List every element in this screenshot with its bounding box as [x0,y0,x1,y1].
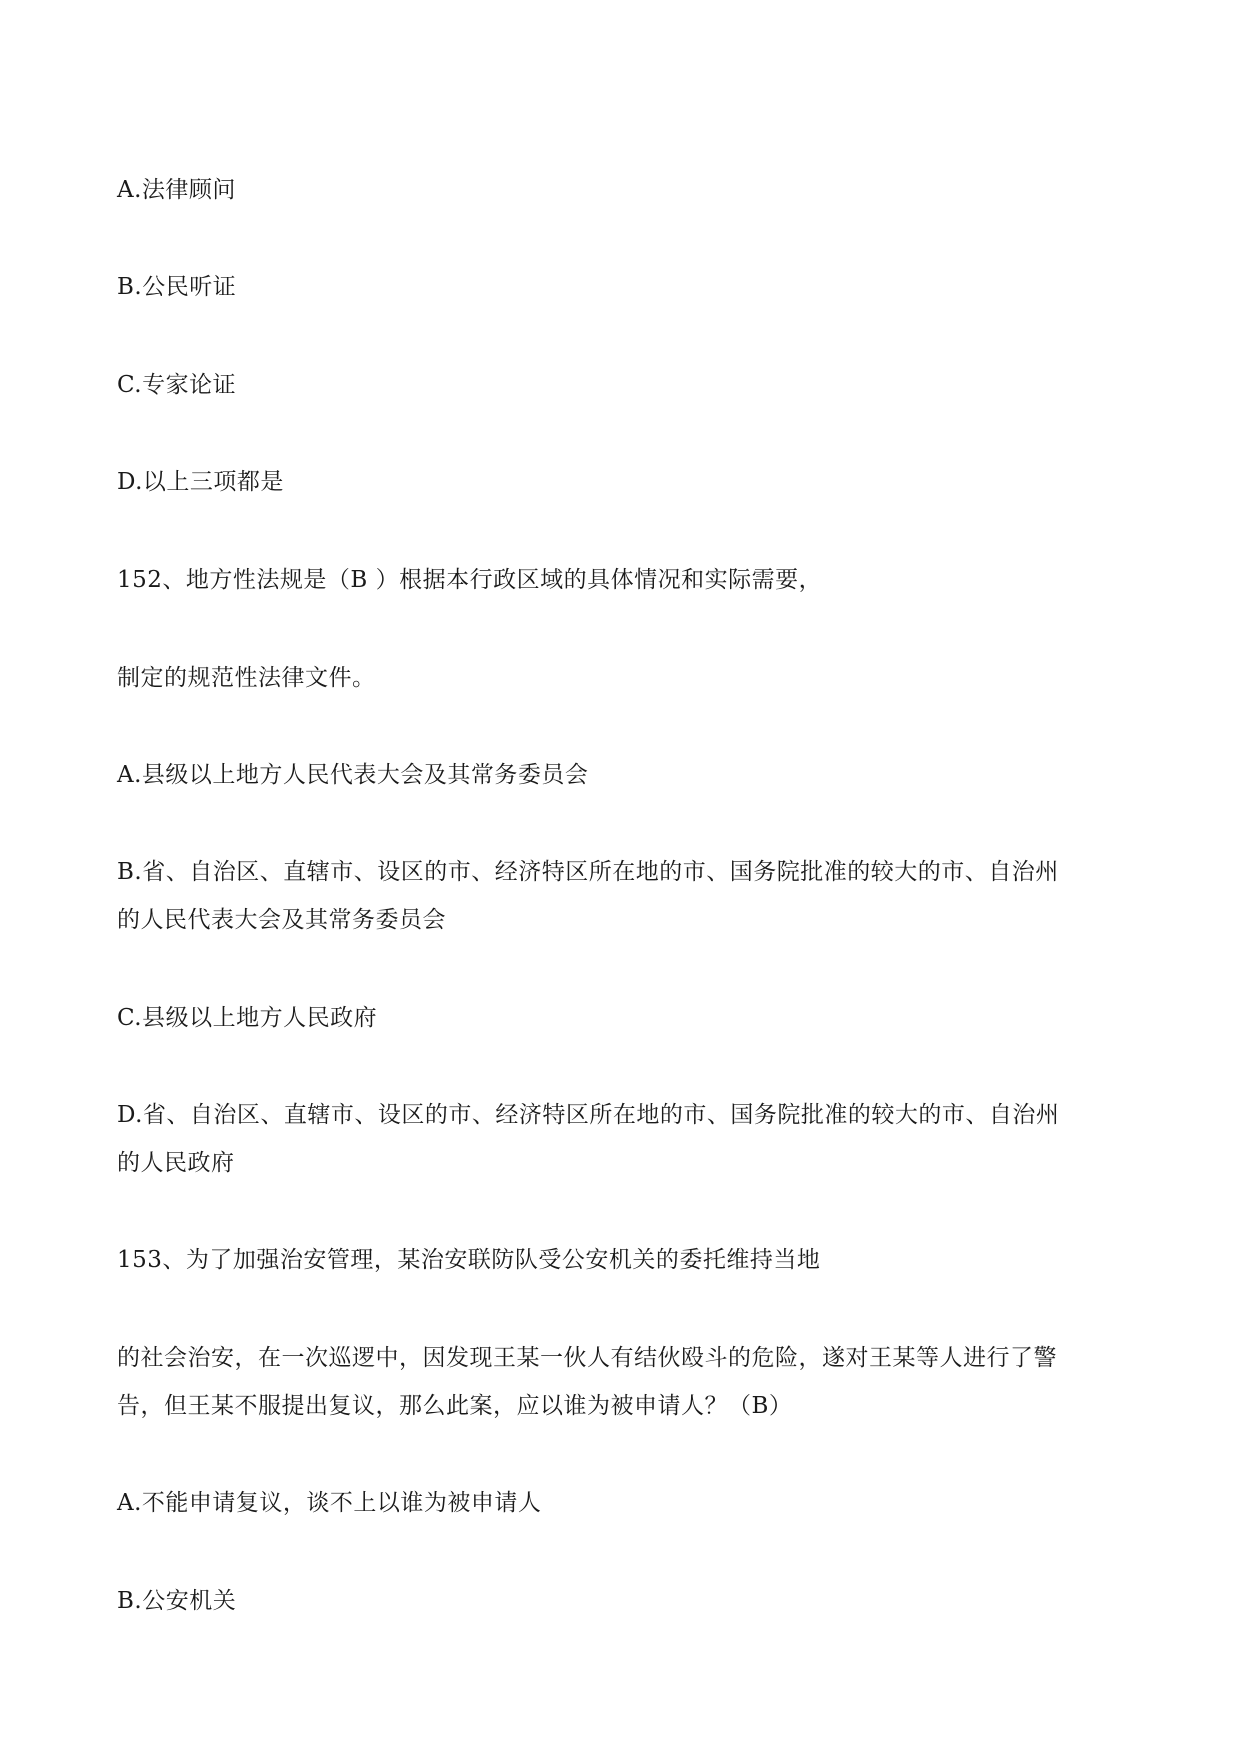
q153-option-b: B.公安机关 [117,1588,237,1614]
q152-option-b-line2: 的人民代表大会及其常务委员会 [117,907,446,933]
q152-option-a: A.县级以上地方人民代表大会及其常务委员会 [117,762,589,788]
q151-option-b: B.公民听证 [117,274,237,300]
q152-option-c: C.县级以上地方人民政府 [117,1005,378,1031]
q153-stem-line1: 153、为了加强治安管理，某治安联防队受公安机关的委托维持当地 [117,1247,821,1273]
q152-stem-line1: 152、地方性法规是（B ）根据本行政区域的具体情况和实际需要， [117,567,823,593]
q152-option-b-line1: B.省、自治区、直辖市、设区的市、经济特区所在地的市、国务院批准的较大的市、自治州 [117,859,1059,885]
q151-option-c: C.专家论证 [117,372,237,398]
q153-stem-line3: 告，但王某不服提出复议，那么此案，应以谁为被申请人？（B） [117,1393,793,1419]
q152-option-d-line2: 的人民政府 [117,1150,235,1176]
q153-stem-line2: 的社会治安，在一次巡逻中，因发现王某一伙人有结伙殴斗的危险，遂对王某等人进行了警 [117,1345,1057,1371]
q151-option-d: D.以上三项都是 [117,469,284,495]
q152-option-d-line1: D.省、自治区、直辖市、设区的市、经济特区所在地的市、国务院批准的较大的市、自治州 [117,1102,1060,1128]
q151-option-a: A.法律顾问 [117,177,236,203]
q153-option-a: A.不能申请复议，谈不上以谁为被申请人 [117,1490,542,1516]
q152-stem-line2: 制定的规范性法律文件。 [117,665,376,691]
